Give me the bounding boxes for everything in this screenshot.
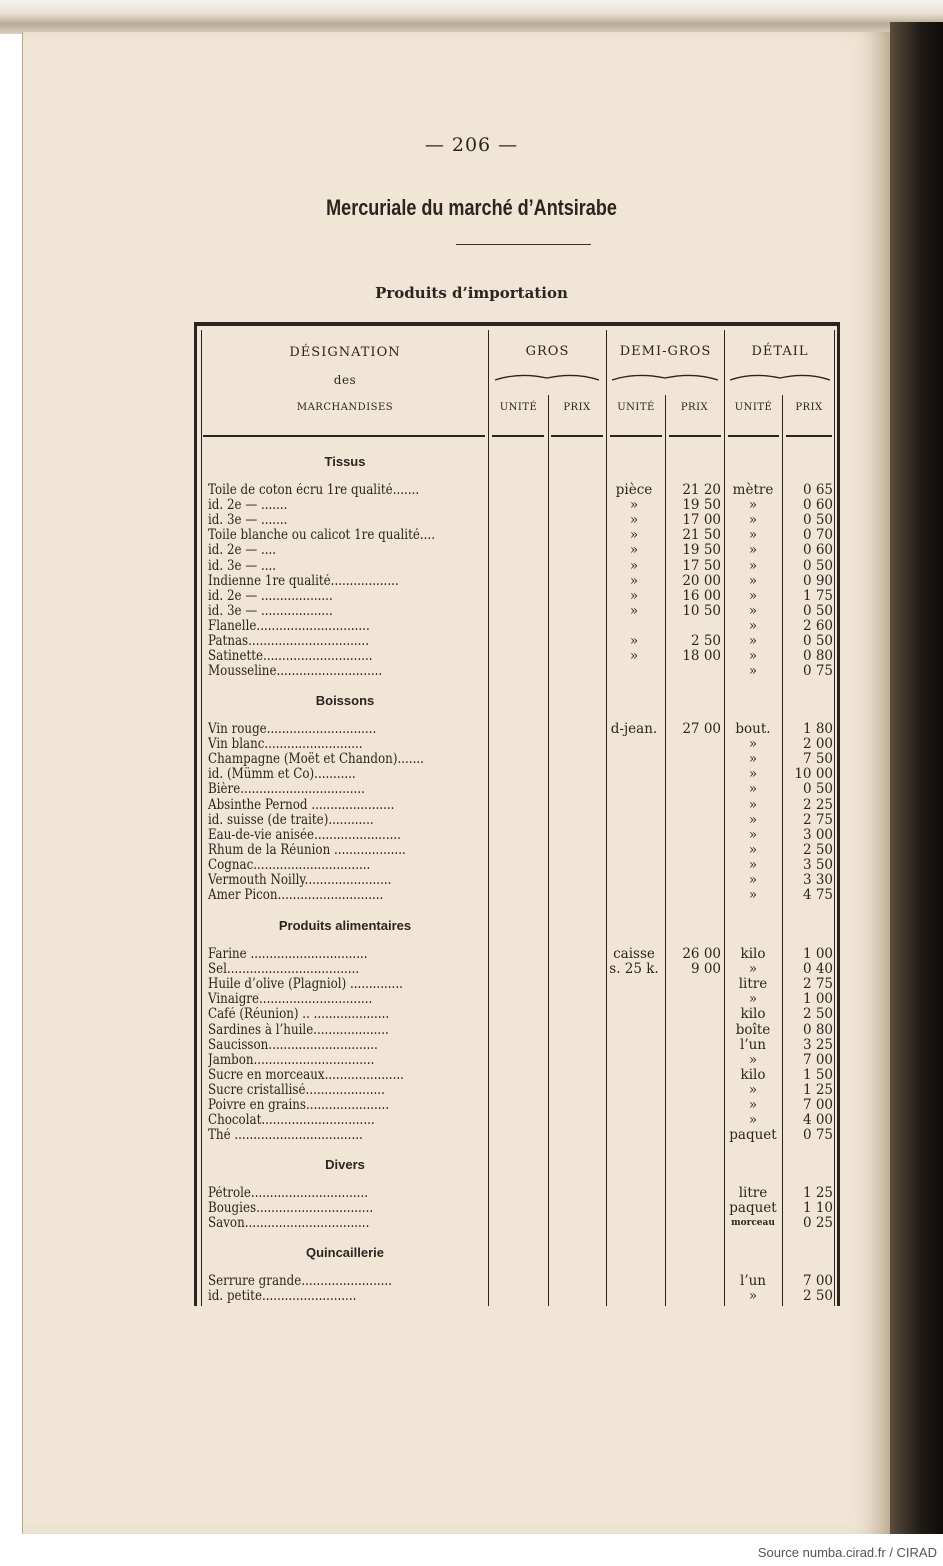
item-description	[208, 619, 486, 634]
demi-gros-unit: »	[629, 557, 639, 574]
item-description	[208, 664, 486, 679]
item-description-text: Farine ...............................	[208, 947, 368, 962]
item-description	[208, 543, 486, 558]
header-demi-unite: UNITÉ	[617, 402, 655, 413]
detail-unit: l’un	[740, 1273, 766, 1289]
table-row	[0, 977, 943, 992]
demi-gros-price: 21 20	[682, 482, 721, 498]
item-description-text: Rhum de la Réunion ...................	[208, 842, 406, 858]
item-description-text: Patnas................................	[208, 634, 369, 649]
source-credit: Source numba.cirad.fr / CIRAD	[757, 1545, 937, 1560]
demi-gros-unit: »	[629, 648, 639, 665]
detail-unit: paquet	[729, 1200, 777, 1217]
detail-price: 3 25	[802, 1036, 833, 1053]
table-row	[0, 1038, 943, 1053]
item-description	[208, 873, 486, 888]
detail-unit: »	[748, 1097, 758, 1113]
demi-gros-price: 27 00	[682, 721, 721, 737]
detail-price: 1 10	[802, 1200, 833, 1217]
demi-gros-price: 26 00	[682, 946, 721, 962]
item-description	[208, 1053, 486, 1068]
detail-unit: »	[748, 811, 758, 828]
table-row	[0, 858, 943, 873]
detail-price: 10 00	[794, 766, 833, 783]
item-description-text: id. suisse (de traite)............	[208, 812, 374, 828]
item-description-text: Chocolat..............................	[208, 1113, 375, 1129]
demi-gros-unit: pièce	[615, 482, 653, 498]
detail-unit: »	[748, 796, 758, 813]
item-description	[208, 1274, 486, 1289]
item-description-text: Poivre en grains......................	[208, 1098, 390, 1113]
page-top-edge	[0, 0, 943, 34]
item-description-text: id. 3e — ....	[208, 558, 277, 574]
item-description-text: Eau-de-vie anisée.......................	[208, 827, 401, 843]
demi-gros-price: 16 00	[682, 587, 721, 604]
table-row	[0, 619, 943, 634]
detail-price: 0 50	[802, 781, 833, 798]
page-number: — 206 —	[424, 134, 519, 156]
detail-unit: litre	[738, 976, 768, 993]
demi-gros-unit: »	[629, 572, 639, 589]
item-description	[208, 767, 486, 782]
table-row	[0, 1201, 943, 1216]
item-description-text: Flanelle..............................	[208, 618, 370, 634]
item-description-text: Absinthe Pernod ......................	[208, 797, 395, 813]
table-row	[0, 737, 943, 752]
item-description	[208, 604, 486, 619]
section-heading: Tissus	[324, 454, 366, 469]
detail-unit: »	[748, 872, 758, 888]
item-description	[208, 1068, 486, 1083]
table-row	[0, 1083, 943, 1098]
detail-unit: »	[748, 542, 758, 559]
demi-gros-unit: »	[629, 602, 639, 619]
header-designation: DÉSIGNATION	[289, 345, 401, 360]
detail-unit: »	[748, 663, 758, 680]
table-row	[0, 962, 943, 977]
item-description-text: Café (Réunion) .. ....................	[208, 1007, 390, 1023]
table-row	[0, 664, 943, 679]
demi-gros-price: 20 00	[682, 572, 721, 589]
detail-unit: »	[748, 961, 758, 978]
item-description-text: Savon.................................	[208, 1216, 370, 1232]
item-description-text: Cognac...............................	[208, 857, 371, 873]
detail-unit: kilo	[740, 946, 766, 962]
item-description	[208, 1216, 486, 1231]
item-description	[208, 1128, 486, 1143]
detail-price: 0 50	[802, 512, 833, 529]
item-description-text: id. 2e — ...................	[208, 588, 333, 604]
detail-unit: kilo	[740, 1066, 766, 1083]
table-row	[0, 782, 943, 797]
item-description-text: Amer Picon............................	[208, 888, 384, 904]
table-row	[0, 574, 943, 589]
demi-gros-price: 17 00	[682, 512, 721, 529]
table-row	[0, 1053, 943, 1068]
item-description	[208, 1098, 486, 1113]
item-description	[208, 843, 486, 858]
table-row	[0, 722, 943, 737]
table-row	[0, 798, 943, 813]
item-description	[208, 649, 486, 664]
header-rule	[610, 435, 662, 437]
header-rule	[786, 435, 832, 437]
item-description	[208, 1113, 486, 1128]
detail-price: 2 25	[802, 796, 833, 813]
item-description-text: Bougies...............................	[208, 1201, 374, 1217]
detail-price: 7 00	[802, 1273, 833, 1289]
detail-price: 7 50	[802, 751, 833, 768]
detail-price: 2 50	[802, 1006, 833, 1023]
table-row	[0, 1007, 943, 1022]
item-description-text: Toile de coton écru 1re qualité.......	[208, 483, 420, 498]
detail-unit: l’un	[740, 1036, 766, 1053]
detail-unit: »	[748, 557, 758, 574]
item-description-text: Pétrole...............................	[208, 1186, 368, 1201]
detail-price: 3 50	[802, 856, 833, 873]
demi-gros-price: 21 50	[682, 527, 721, 544]
table-row	[0, 1068, 943, 1083]
header-rule	[203, 435, 485, 437]
item-description-text: Saucisson.............................	[208, 1037, 378, 1053]
item-description	[208, 1201, 486, 1216]
detail-price: 0 90	[802, 572, 833, 589]
table-row	[0, 483, 943, 498]
detail-unit: »	[748, 512, 758, 529]
table-row	[0, 752, 943, 767]
detail-unit: »	[748, 766, 758, 783]
table-row	[0, 1098, 943, 1113]
detail-unit: kilo	[740, 1006, 766, 1023]
demi-gros-price: 9 00	[690, 961, 721, 978]
item-description	[208, 589, 486, 604]
table-row	[0, 1023, 943, 1038]
item-description-text: Champagne (Moët et Chandon).......	[208, 752, 424, 768]
detail-price: 2 00	[802, 736, 833, 753]
detail-price: 2 60	[802, 617, 833, 634]
brace-detail	[729, 372, 831, 382]
item-description	[208, 1289, 486, 1304]
item-description-text: Sucre cristallisé.....................	[208, 1082, 385, 1098]
detail-unit: »	[748, 1081, 758, 1098]
detail-unit: »	[748, 1112, 758, 1129]
header-gros-prix: PRIX	[563, 402, 591, 413]
item-description-text: Vinaigre..............................	[208, 992, 373, 1008]
detail-price: 0 50	[802, 602, 833, 619]
detail-unit: »	[748, 602, 758, 619]
table-row	[0, 604, 943, 619]
item-description-text: Mousseline............................	[208, 664, 383, 680]
item-description	[208, 1038, 486, 1053]
header-des: des	[333, 373, 357, 387]
detail-price: 1 25	[802, 1185, 833, 1201]
item-description	[208, 992, 486, 1007]
detail-unit: »	[748, 648, 758, 665]
item-description	[208, 528, 486, 543]
header-gros-unite: UNITÉ	[499, 402, 538, 413]
table-row	[0, 828, 943, 843]
detail-unit: »	[748, 781, 758, 798]
detail-price: 2 75	[802, 976, 833, 993]
detail-price: 1 80	[802, 721, 833, 737]
item-description-text: Indienne 1re qualité..................	[208, 573, 399, 589]
table-row	[0, 528, 943, 543]
item-description-text: Toile blanche ou calicot 1re qualité....	[208, 528, 435, 544]
item-description	[208, 888, 486, 903]
detail-price: 4 75	[802, 887, 833, 904]
detail-price: 0 75	[802, 663, 833, 680]
item-description-text: Bière.................................	[208, 782, 365, 798]
item-description-text: Sucre en morceaux.....................	[208, 1067, 404, 1083]
detail-unit: »	[748, 633, 758, 649]
item-description	[208, 1023, 486, 1038]
item-description-text: Vin blanc..........................	[208, 737, 363, 753]
detail-price: 0 60	[802, 497, 833, 514]
table-row	[0, 1289, 943, 1304]
detail-price: 1 00	[802, 946, 833, 962]
item-description-text: Sardines à l’huile....................	[208, 1022, 389, 1038]
detail-unit: »	[748, 856, 758, 873]
demi-gros-unit: s. 25 k.	[609, 961, 659, 978]
item-description-text: id. 2e — .......	[208, 498, 288, 514]
detail-price: 4 00	[802, 1112, 833, 1129]
detail-unit: boîte	[735, 1021, 771, 1038]
table-row	[0, 1113, 943, 1128]
demi-gros-unit: d-jean.	[610, 721, 658, 737]
item-description	[208, 813, 486, 828]
table-row	[0, 498, 943, 513]
detail-price: 2 50	[802, 1288, 833, 1305]
item-description-text: Serrure grande........................	[208, 1274, 392, 1289]
detail-price: 0 80	[802, 1021, 833, 1038]
brace-demi-gros	[611, 372, 719, 382]
detail-unit: »	[748, 841, 758, 858]
table-row	[0, 559, 943, 574]
item-description-text: Satinette.............................	[208, 649, 373, 665]
item-description-text: Huile d’olive (Plagniol) ..............	[208, 977, 403, 993]
detail-unit: »	[748, 587, 758, 604]
demi-gros-unit: »	[629, 497, 639, 514]
detail-unit: »	[748, 887, 758, 904]
table-row	[0, 1186, 943, 1201]
detail-price: 1 00	[802, 991, 833, 1008]
detail-unit: »	[748, 736, 758, 753]
item-description-text: id. (Mümm et Co)...........	[208, 767, 356, 783]
page-title: Mercuriale du marché d’Antsirabe	[326, 195, 617, 220]
table-row	[0, 992, 943, 1007]
header-gros: GROS	[525, 344, 570, 359]
page-subtitle: Produits d’importation	[375, 284, 568, 302]
demi-gros-unit: »	[629, 633, 639, 649]
table-row	[0, 947, 943, 962]
detail-price: 3 00	[802, 826, 833, 843]
detail-unit: »	[748, 1051, 758, 1068]
detail-unit: »	[748, 826, 758, 843]
table-row	[0, 813, 943, 828]
item-description	[208, 513, 486, 528]
demi-gros-unit: »	[629, 542, 639, 559]
header-demi-gros: DEMI-GROS	[619, 344, 712, 359]
item-description	[208, 1007, 486, 1022]
brace-gros	[494, 372, 600, 382]
section-heading: Produits alimentaires	[278, 918, 412, 933]
detail-price: 7 00	[802, 1097, 833, 1113]
table-row	[0, 873, 943, 888]
item-description-text: Sel...................................	[208, 962, 360, 978]
detail-unit: litre	[738, 1185, 768, 1201]
item-description-text: Vin rouge.............................	[208, 722, 377, 737]
detail-unit: paquet	[729, 1127, 777, 1144]
item-description-text: id. 2e — ....	[208, 543, 277, 559]
detail-price: 0 40	[802, 961, 833, 978]
detail-price: 7 00	[802, 1051, 833, 1068]
item-description	[208, 559, 486, 574]
detail-price: 0 50	[802, 557, 833, 574]
demi-gros-price: 19 50	[682, 542, 721, 559]
demi-gros-price: 19 50	[682, 497, 721, 514]
table-row	[0, 589, 943, 604]
table-row	[0, 634, 943, 649]
table-row	[0, 543, 943, 558]
title-rule	[456, 244, 591, 245]
detail-unit: mètre	[732, 482, 774, 498]
detail-unit: »	[748, 497, 758, 514]
item-description	[208, 947, 486, 962]
table-row	[0, 513, 943, 528]
header-rule	[728, 435, 779, 437]
table-row	[0, 767, 943, 782]
detail-price: 0 75	[802, 1127, 833, 1144]
detail-unit: »	[748, 527, 758, 544]
header-rule	[551, 435, 603, 437]
demi-gros-unit: »	[629, 587, 639, 604]
detail-unit: »	[748, 991, 758, 1008]
detail-price: 0 65	[802, 482, 833, 498]
item-description	[208, 977, 486, 992]
detail-price: 2 75	[802, 811, 833, 828]
item-description-text: Vermouth Noilly.......................	[208, 873, 392, 888]
item-description	[208, 1186, 486, 1201]
table-row	[0, 1216, 943, 1231]
detail-unit: »	[748, 617, 758, 634]
item-description-text: id. 3e — .......	[208, 513, 288, 529]
item-description	[208, 1083, 486, 1098]
detail-price: 0 60	[802, 542, 833, 559]
item-description	[208, 574, 486, 589]
item-description-text: Thé ..................................	[208, 1128, 363, 1144]
table-row	[0, 1128, 943, 1143]
demi-gros-price: 18 00	[682, 648, 721, 665]
table-row	[0, 843, 943, 858]
item-description	[208, 498, 486, 513]
item-description	[208, 858, 486, 873]
demi-gros-unit: »	[629, 512, 639, 529]
demi-gros-price: 10 50	[682, 602, 721, 619]
detail-price: 0 70	[802, 527, 833, 544]
item-description-text: Jambon................................	[208, 1052, 375, 1068]
detail-price: 0 80	[802, 648, 833, 665]
header-rule	[492, 435, 544, 437]
item-description	[208, 737, 486, 752]
header-detail: DÉTAIL	[751, 344, 809, 359]
table-row	[0, 649, 943, 664]
item-description	[208, 722, 486, 737]
header-rule	[669, 435, 721, 437]
detail-price: 2 50	[802, 841, 833, 858]
item-description	[208, 752, 486, 767]
demi-gros-unit: »	[629, 527, 639, 544]
item-description-text: id. 3e — ...................	[208, 603, 333, 619]
demi-gros-price: 2 50	[690, 633, 721, 649]
item-description	[208, 798, 486, 813]
demi-gros-price: 17 50	[682, 557, 721, 574]
detail-price: 1 25	[802, 1081, 833, 1098]
item-description	[208, 962, 486, 977]
item-description	[208, 828, 486, 843]
section-heading: Divers	[325, 1157, 365, 1172]
detail-price: 0 25	[802, 1215, 833, 1232]
header-detail-unite: UNITÉ	[734, 402, 773, 413]
demi-gros-unit: caisse	[613, 946, 655, 962]
item-description	[208, 634, 486, 649]
detail-unit: »	[748, 572, 758, 589]
header-detail-prix: PRIX	[795, 402, 823, 413]
detail-unit: bout.	[735, 721, 771, 737]
header-demi-prix: PRIX	[680, 402, 709, 413]
detail-unit: »	[748, 1288, 758, 1305]
detail-unit: morceau	[731, 1218, 775, 1229]
section-heading: Boissons	[315, 693, 375, 708]
detail-price: 1 75	[802, 587, 833, 604]
detail-unit: »	[748, 751, 758, 768]
detail-price: 1 50	[802, 1066, 833, 1083]
item-description	[208, 782, 486, 797]
table-row	[0, 888, 943, 903]
section-heading: Quincaillerie	[305, 1245, 385, 1260]
header-marchandises: MARCHANDISES	[296, 402, 394, 413]
table-row	[0, 1274, 943, 1289]
item-description	[208, 483, 486, 498]
detail-price: 0 50	[802, 633, 833, 649]
item-description-text: id. petite.........................	[208, 1289, 357, 1305]
detail-price: 3 30	[802, 872, 833, 888]
